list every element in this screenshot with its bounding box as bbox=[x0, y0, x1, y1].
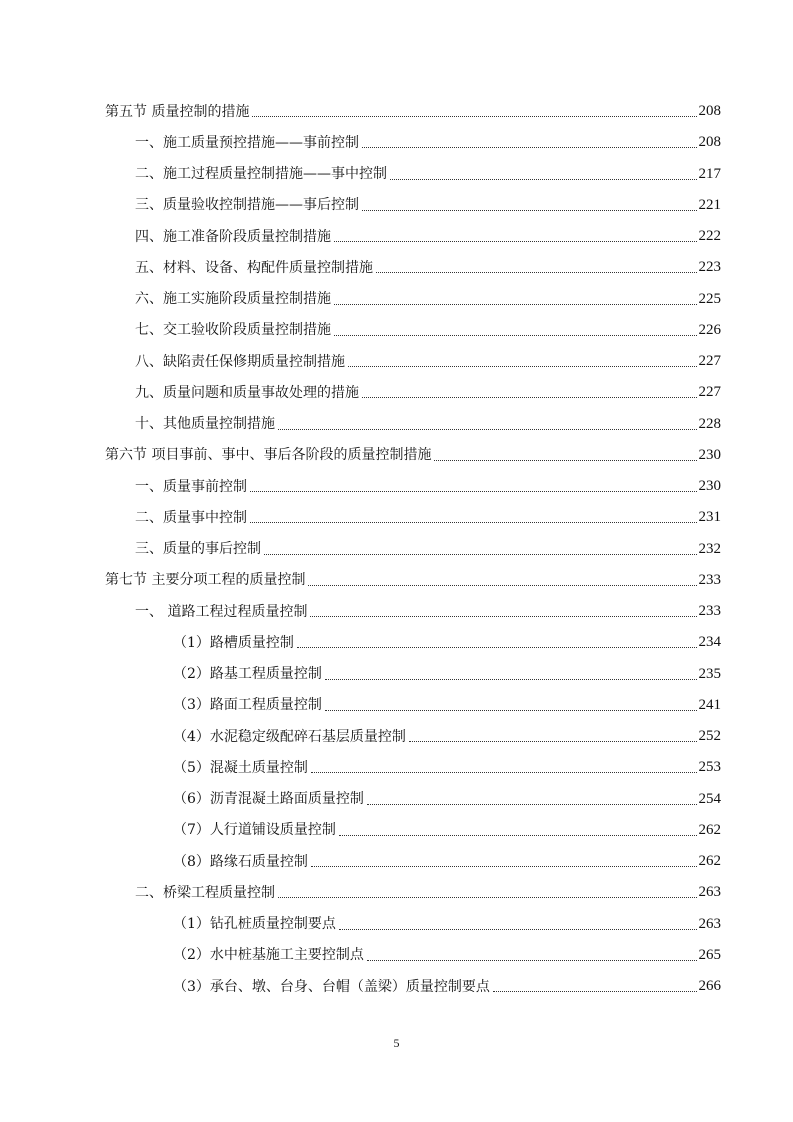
toc-subsection-entry[interactable] bbox=[0, 221, 793, 252]
toc-section-entry[interactable] bbox=[0, 96, 793, 127]
toc-entry-page-number: 262 bbox=[698, 821, 721, 838]
toc-section-entry[interactable] bbox=[0, 440, 793, 471]
toc-subsection-entry[interactable] bbox=[0, 315, 793, 346]
toc-entry-page-number: 208 bbox=[698, 103, 721, 119]
dot-leader bbox=[362, 397, 697, 398]
toc-item-entry[interactable] bbox=[0, 690, 793, 721]
toc-entry-title: 二、施工过程质量控制措施——事中控制 bbox=[135, 166, 387, 182]
toc-entry-page-number: 254 bbox=[698, 790, 721, 807]
toc-entry-page-number: 230 bbox=[698, 478, 721, 494]
toc-entry-title: 二、质量事中控制 bbox=[135, 509, 247, 526]
toc-item-entry[interactable] bbox=[0, 909, 793, 940]
toc-entry-page-number: 232 bbox=[698, 540, 721, 557]
toc-entry-title: 五、材料、设备、构配件质量控制措施 bbox=[135, 259, 373, 276]
dot-leader bbox=[334, 335, 697, 336]
toc-item-entry[interactable] bbox=[0, 659, 793, 690]
toc-item-entry[interactable] bbox=[0, 627, 793, 658]
toc-subsection-entry[interactable] bbox=[0, 534, 793, 565]
toc-entry-page-number: 241 bbox=[698, 696, 721, 713]
dot-leader bbox=[311, 866, 697, 867]
dot-leader bbox=[348, 366, 697, 367]
toc-entry-title: 四、施工准备阶段质量控制措施 bbox=[135, 228, 331, 245]
dot-leader bbox=[362, 210, 697, 211]
toc-subsection-entry[interactable] bbox=[0, 877, 793, 908]
toc-entry-page-number: 226 bbox=[698, 321, 721, 338]
toc-item-entry[interactable] bbox=[0, 971, 793, 1002]
dot-leader bbox=[325, 710, 697, 711]
toc-entry-title: （4）水泥稳定级配碎石基层质量控制 bbox=[173, 728, 406, 745]
toc-subsection-entry[interactable] bbox=[0, 409, 793, 440]
toc-entry-title: （3）承台、墩、台身、台帽（盖梁）质量控制要点 bbox=[173, 978, 490, 995]
toc-item-entry[interactable] bbox=[0, 815, 793, 846]
toc-entry-title: （2）水中桩基施工主要控制点 bbox=[173, 947, 364, 964]
toc-entry-page-number: 217 bbox=[698, 165, 721, 182]
dot-leader bbox=[311, 772, 697, 773]
toc-entry-page-number: 222 bbox=[698, 228, 721, 244]
toc-entry-title: （7）人行道铺设质量控制 bbox=[173, 822, 336, 839]
toc-entry-title: 七、交工验收阶段质量控制措施 bbox=[135, 322, 331, 339]
toc-item-entry[interactable] bbox=[0, 846, 793, 877]
toc-entry-title: 三、质量验收控制措施——事后控制 bbox=[135, 197, 359, 214]
dot-leader bbox=[264, 554, 697, 555]
toc-entry-page-number: 225 bbox=[698, 290, 721, 307]
dot-leader bbox=[325, 679, 697, 680]
toc-entry-page-number: 227 bbox=[698, 353, 721, 369]
toc-subsection-entry[interactable] bbox=[0, 596, 793, 627]
toc-item-entry[interactable] bbox=[0, 721, 793, 752]
dot-leader bbox=[308, 585, 696, 586]
toc-entry-title: 第五节 质量控制的措施 bbox=[105, 103, 250, 120]
toc-entry-title: 二、桥梁工程质量控制 bbox=[135, 884, 275, 901]
toc-entry-title: 九、质量问题和质量事故处理的措施 bbox=[135, 384, 359, 401]
toc-entry-page-number: 233 bbox=[698, 571, 721, 588]
toc-entry-page-number: 233 bbox=[698, 603, 721, 619]
toc-entry-page-number: 227 bbox=[698, 384, 721, 401]
dot-leader bbox=[334, 304, 697, 305]
toc-entry-title: （1）钻孔桩质量控制要点 bbox=[173, 916, 336, 932]
toc-entry-title: 十、其他质量控制措施 bbox=[135, 416, 275, 432]
toc-entry-title: 六、施工实施阶段质量控制措施 bbox=[135, 291, 331, 307]
toc-entry-page-number: 234 bbox=[698, 634, 721, 651]
dot-leader bbox=[250, 491, 697, 492]
toc-entry-page-number: 228 bbox=[698, 415, 721, 432]
dot-leader bbox=[367, 960, 697, 961]
dot-leader bbox=[339, 835, 697, 836]
toc-entry-title: 一、施工质量预控措施——事前控制 bbox=[135, 134, 359, 151]
dot-leader bbox=[252, 116, 696, 117]
dot-leader bbox=[362, 147, 697, 148]
toc-entry-page-number: 223 bbox=[698, 259, 721, 276]
dot-leader bbox=[376, 272, 697, 273]
dot-leader bbox=[278, 897, 697, 898]
dot-leader bbox=[297, 647, 697, 648]
toc-entry-page-number: 230 bbox=[698, 446, 721, 463]
dot-leader bbox=[334, 241, 697, 242]
toc-entry-page-number: 252 bbox=[698, 728, 721, 744]
toc-entry-page-number: 263 bbox=[698, 915, 721, 932]
toc-subsection-entry[interactable] bbox=[0, 127, 793, 158]
toc-entry-title: 第七节 主要分项工程的质量控制 bbox=[105, 572, 306, 589]
toc-subsection-entry[interactable] bbox=[0, 284, 793, 315]
toc-entry-page-number: 266 bbox=[698, 978, 721, 994]
dot-leader bbox=[409, 741, 697, 742]
toc-item-entry[interactable] bbox=[0, 784, 793, 815]
toc-entry-page-number: 262 bbox=[698, 853, 721, 869]
toc-entry-title: （6）沥青混凝土路面质量控制 bbox=[173, 791, 364, 807]
toc-entry-title: 第六节 项目事前、事中、事后各阶段的质量控制措施 bbox=[105, 447, 432, 464]
toc-entry-page-number: 231 bbox=[698, 509, 721, 526]
dot-leader bbox=[250, 522, 697, 523]
toc-entry-title: 三、质量的事后控制 bbox=[135, 541, 261, 557]
toc-entry-title: 一、质量事前控制 bbox=[135, 478, 247, 495]
dot-leader bbox=[339, 929, 697, 930]
dot-leader bbox=[278, 429, 697, 430]
toc-subsection-entry[interactable] bbox=[0, 190, 793, 221]
page-number: 5 bbox=[393, 1036, 400, 1050]
toc-entry-page-number: 263 bbox=[698, 884, 721, 901]
dot-leader bbox=[310, 616, 696, 617]
dot-leader bbox=[390, 179, 697, 180]
toc-item-entry[interactable] bbox=[0, 940, 793, 971]
toc-entry-title: （8）路缘石质量控制 bbox=[173, 853, 308, 870]
toc-entry-page-number: 208 bbox=[698, 134, 721, 151]
toc-entry-page-number: 235 bbox=[698, 665, 721, 682]
toc-entry-title: （5）混凝土质量控制 bbox=[173, 759, 308, 776]
toc-entry-page-number: 253 bbox=[698, 759, 721, 776]
toc-subsection-entry[interactable] bbox=[0, 252, 793, 283]
toc-subsection-entry[interactable] bbox=[0, 502, 793, 533]
toc-entry-title: （3）路面工程质量控制 bbox=[173, 697, 322, 714]
dot-leader bbox=[493, 991, 697, 992]
toc-entry-title: （2）路基工程质量控制 bbox=[173, 666, 322, 682]
toc-entry-title: 八、缺陷责任保修期质量控制措施 bbox=[135, 353, 345, 370]
toc-subsection-entry[interactable] bbox=[0, 346, 793, 377]
toc-entry-page-number: 265 bbox=[698, 946, 721, 963]
toc-entry-title: （1）路槽质量控制 bbox=[173, 634, 294, 651]
toc-subsection-entry[interactable] bbox=[0, 377, 793, 408]
toc-section-entry[interactable] bbox=[0, 565, 793, 596]
dot-leader bbox=[434, 460, 696, 461]
toc-entry-title: 一、 道路工程过程质量控制 bbox=[135, 603, 308, 620]
toc-subsection-entry[interactable] bbox=[0, 159, 793, 190]
toc-item-entry[interactable] bbox=[0, 752, 793, 783]
dot-leader bbox=[367, 804, 697, 805]
toc-entry-page-number: 221 bbox=[698, 196, 721, 213]
toc-subsection-entry[interactable] bbox=[0, 471, 793, 502]
